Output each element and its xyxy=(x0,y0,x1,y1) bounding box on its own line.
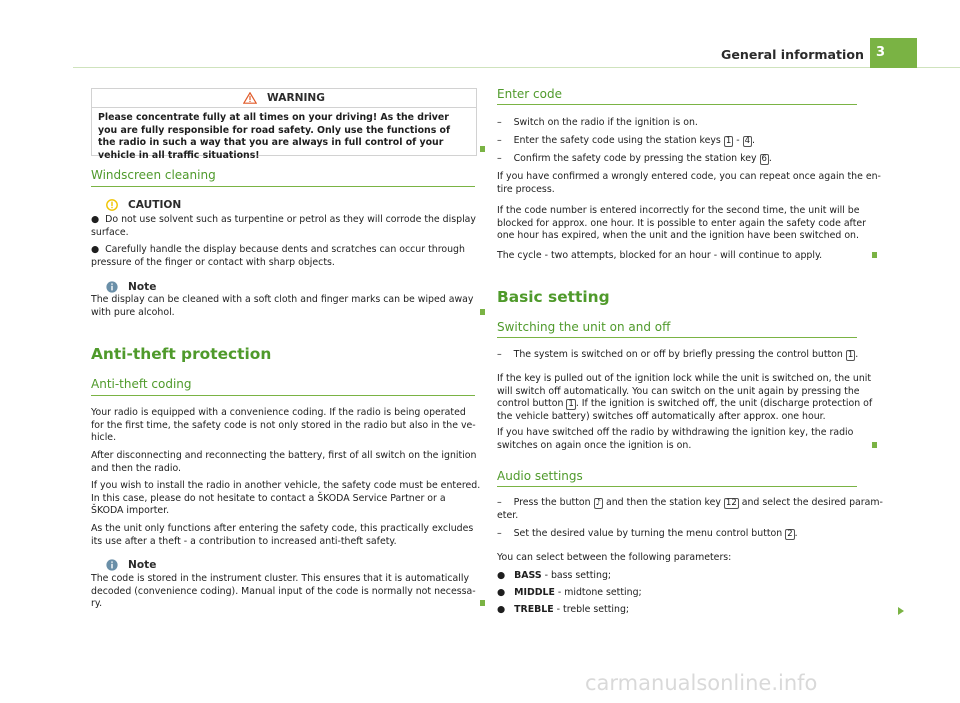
warning-box xyxy=(91,88,477,161)
station-key: 12 xyxy=(725,498,737,508)
note-label: Note xyxy=(128,559,157,571)
warning-title: WARNING xyxy=(267,92,325,104)
bullet-dot: ● xyxy=(497,604,515,615)
switching-heading: Switching the unit on and off xyxy=(497,320,671,334)
step: – Enter the safety code using the station keys 1 - 4 . xyxy=(497,135,755,146)
step: – Set the desired value by turning the menu control button 2 . xyxy=(497,528,798,539)
warning-text: Please concentrate fully at all times on your driving! As the driver you are fully responsible for road safety. Only use the functions of the radio in such a way that you are always in full control of your vehicle in all traffic situations! xyxy=(98,112,451,161)
audio-rule xyxy=(497,486,857,487)
note-text: The display can be cleaned with a soft cloth and finger marks can be wiped away with pure alcohol. xyxy=(91,294,474,318)
header-rule xyxy=(73,67,960,68)
switching-rule xyxy=(497,337,857,338)
caution-bullet: ● Carefully handle the display because dents and scratches can occur through pressure of the finger or contact with sharp objects. xyxy=(91,244,465,268)
param-item: ● BASS - bass setting; xyxy=(497,570,612,581)
caution-label: CAUTION xyxy=(128,199,182,211)
param-item: ● TREBLE - treble setting; xyxy=(497,604,630,615)
page-number: 3 xyxy=(870,38,917,68)
caution-icon xyxy=(106,199,118,211)
control-button-key: 1 xyxy=(847,350,854,360)
note-text: The code is stored in the instrument cluster. This ensures that it is automatically decoded (convenience coding). Manual input of the code is normally not necessa-ry. xyxy=(91,573,476,610)
step-dash: – xyxy=(497,135,514,146)
windscreen-rule xyxy=(91,186,475,187)
info-icon xyxy=(106,559,118,571)
step-dash: – xyxy=(497,497,514,508)
section-end-mark xyxy=(480,146,485,152)
paragraph: Your radio is equipped with a convenience coding. If the radio is being operated for the first time, the safety code is not only stored in the radio but also in the ve-hicle. xyxy=(91,407,476,444)
paragraph: The cycle - two attempts, blocked for an hour - will continue to apply. xyxy=(497,250,823,261)
control-button-key: 1 xyxy=(568,399,574,410)
paragraph: If you wish to install the radio in another vehicle, the safety code must be entered. In this case, please do not hesitate to contact a ŠKODA Service Partner or a ŠKODA importer. xyxy=(91,480,481,517)
section-title: General information xyxy=(721,47,864,62)
paragraph: If you have switched off the radio by withdrawing the ignition key, the radio switches on again once the ignition is on. xyxy=(497,427,854,451)
station-key: 1 xyxy=(725,136,732,146)
antitheft-heading: Anti-theft coding xyxy=(91,377,192,391)
step-dash: – xyxy=(497,349,514,360)
note-label-row xyxy=(91,559,156,571)
bullet-dot: ● xyxy=(497,587,515,598)
continue-arrow-icon xyxy=(898,607,904,615)
caution-label-row xyxy=(91,199,181,211)
section-end-mark xyxy=(872,252,877,258)
paragraph: If you have confirmed a wrongly entered code, you can repeat once again the en-tire process. xyxy=(497,171,881,195)
step-dash: – xyxy=(497,528,514,539)
info-icon xyxy=(106,281,118,293)
chapter-title: Anti-theft protection xyxy=(91,345,272,363)
step: – The system is switched on or off by briefly pressing the control button 1 . xyxy=(497,349,859,360)
step-dash: – xyxy=(497,117,514,128)
section-end-mark xyxy=(480,309,485,315)
menu-control-key: 2 xyxy=(787,529,793,539)
step: – Confirm the safety code by pressing the station key 6 . xyxy=(497,153,772,164)
param-item: ● MIDDLE - midtone setting; xyxy=(497,587,642,598)
note-label-row xyxy=(91,281,156,293)
antitheft-rule xyxy=(91,395,475,396)
music-note-icon: ♪ xyxy=(595,498,601,508)
enter-code-rule xyxy=(497,104,857,105)
windscreen-heading: Windscreen cleaning xyxy=(91,168,216,182)
audio-heading: Audio settings xyxy=(497,469,583,483)
warning-triangle-icon xyxy=(243,92,257,104)
section-end-mark xyxy=(480,600,485,606)
enter-code-heading: Enter code xyxy=(497,87,562,101)
watermark: carmanualsonline.info xyxy=(585,671,818,695)
bullet-dot: ● xyxy=(497,570,515,581)
paragraph: If the code number is entered incorrectly for the second time, the unit will be blocked for approx. one hour. It is possible to enter again the safety code after one hour has expired, when the unit and the ignition have been switched on. xyxy=(497,205,866,242)
bullet-dot: ● xyxy=(91,214,106,225)
step-dash: – xyxy=(497,153,514,164)
chapter-title: Basic setting xyxy=(497,288,610,306)
step: – Switch on the radio if the ignition is on. xyxy=(497,117,698,128)
note-label: Note xyxy=(128,281,157,293)
station-key: 6 xyxy=(761,154,767,164)
warning-header xyxy=(92,89,476,108)
paragraph: After disconnecting and reconnecting the battery, first of all switch on the ignition and then the radio. xyxy=(91,450,477,474)
paragraph: You can select between the following parameters: xyxy=(497,552,732,563)
paragraph: If the key is pulled out of the ignition lock while the unit is switched on, the unit will switch off automatically. You can switch on the unit again by pressing the control button 1 . If the ignition is switched off, the unit (discharge protection of the vehicle battery) switches off automatically after approx. one hour. xyxy=(497,373,873,422)
bullet-dot: ● xyxy=(91,244,106,255)
step: – Press the button ♪ and then the station key 12 and select the desired param-eter. xyxy=(497,497,883,521)
station-key: 4 xyxy=(744,136,751,146)
section-end-mark xyxy=(872,442,877,448)
caution-bullet: ● Do not use solvent such as turpentine or petrol as they will corrode the display surface. xyxy=(91,214,476,238)
paragraph: As the unit only functions after entering the safety code, this practically excludes its use after a theft - a contribution to increased anti-theft safety. xyxy=(91,523,474,547)
